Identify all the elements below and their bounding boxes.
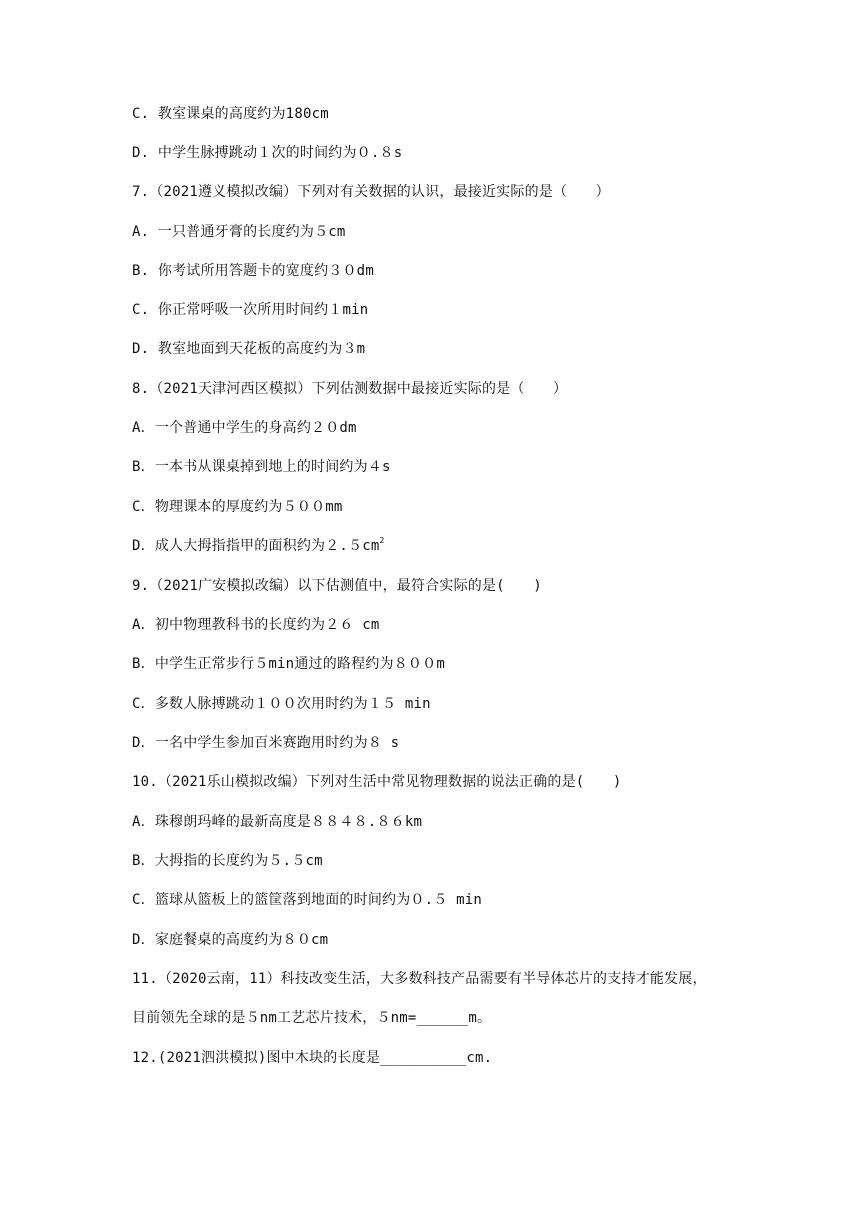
question-12-stem: 12.(2021泗洪模拟)图中木块的长度是__________cm.: [132, 1050, 493, 1066]
question-7-option-b: B. 你考试所用答题卡的宽度约３０dm: [132, 263, 374, 279]
question-7-option-a: A. 一只普通牙膏的长度约为５cm: [132, 224, 346, 240]
question-8-option-a: A．一个普通中学生的身高约２０dm: [132, 420, 357, 436]
question-8-option-d: [132, 536, 385, 556]
question-7-stem: 7.（2021遵义模拟改编）下列对有关数据的认识，最接近实际的是（ ）: [132, 184, 610, 200]
option-c-desk-height: C. 教室课桌的高度约为180cm: [132, 106, 329, 122]
question-11-stem-line-2: 目前领先全球的是５nm工艺芯片技术，５nm=______m。: [132, 1010, 492, 1026]
question-9-stem: 9.（2021广安模拟改编）以下估测值中，最符合实际的是( ): [132, 578, 542, 594]
question-8-option-d-text: D．成人大拇指指甲的面积约为２.５cm: [132, 538, 380, 554]
question-8-stem: 8.（2021天津河西区模拟）下列估测数据中最接近实际的是（ ）: [132, 381, 568, 397]
question-9-option-d: D．一名中学生参加百米赛跑用时约为８ s: [132, 735, 400, 751]
question-10-option-c: C．篮球从篮板上的篮筐落到地面的时间约为０.５ min: [132, 892, 482, 908]
question-10-option-d: D．家庭餐桌的高度约为８０cm: [132, 932, 329, 948]
question-10-option-b: B．大拇指的长度约为５.５cm: [132, 853, 323, 869]
question-10-option-a: A．珠穆朗玛峰的最新高度是８８４８.８６km: [132, 814, 423, 830]
question-7-option-d: D. 教室地面到天花板的高度约为３m: [132, 341, 366, 357]
superscript-exponent: 2: [379, 536, 385, 545]
question-11-stem-line-1: 11.（2020云南，11）科技改变生活，大多数科技产品需要有半导体芯片的支持才能发展，: [132, 971, 707, 987]
question-7-option-c: C. 你正常呼吸一次所用时间约１min: [132, 302, 369, 318]
question-9-option-b: B．中学生正常步行５min通过的路程约为８００m: [132, 656, 445, 672]
question-9-option-a: A．初中物理教科书的长度约为２６ cm: [132, 617, 380, 633]
option-d-pulse-time: D. 中学生脉搏跳动１次的时间约为０.８s: [132, 145, 403, 161]
question-8-option-b: B．一本书从课桌掉到地上的时间约为４s: [132, 459, 391, 475]
question-9-option-c: C．多数人脉搏跳动１００次用时约为１５ min: [132, 696, 431, 712]
question-8-option-c: C．物理课本的厚度约为５００mm: [132, 499, 343, 515]
question-10-stem: 10.（2021乐山模拟改编）下列对生活中常见物理数据的说法正确的是( ): [132, 774, 622, 790]
